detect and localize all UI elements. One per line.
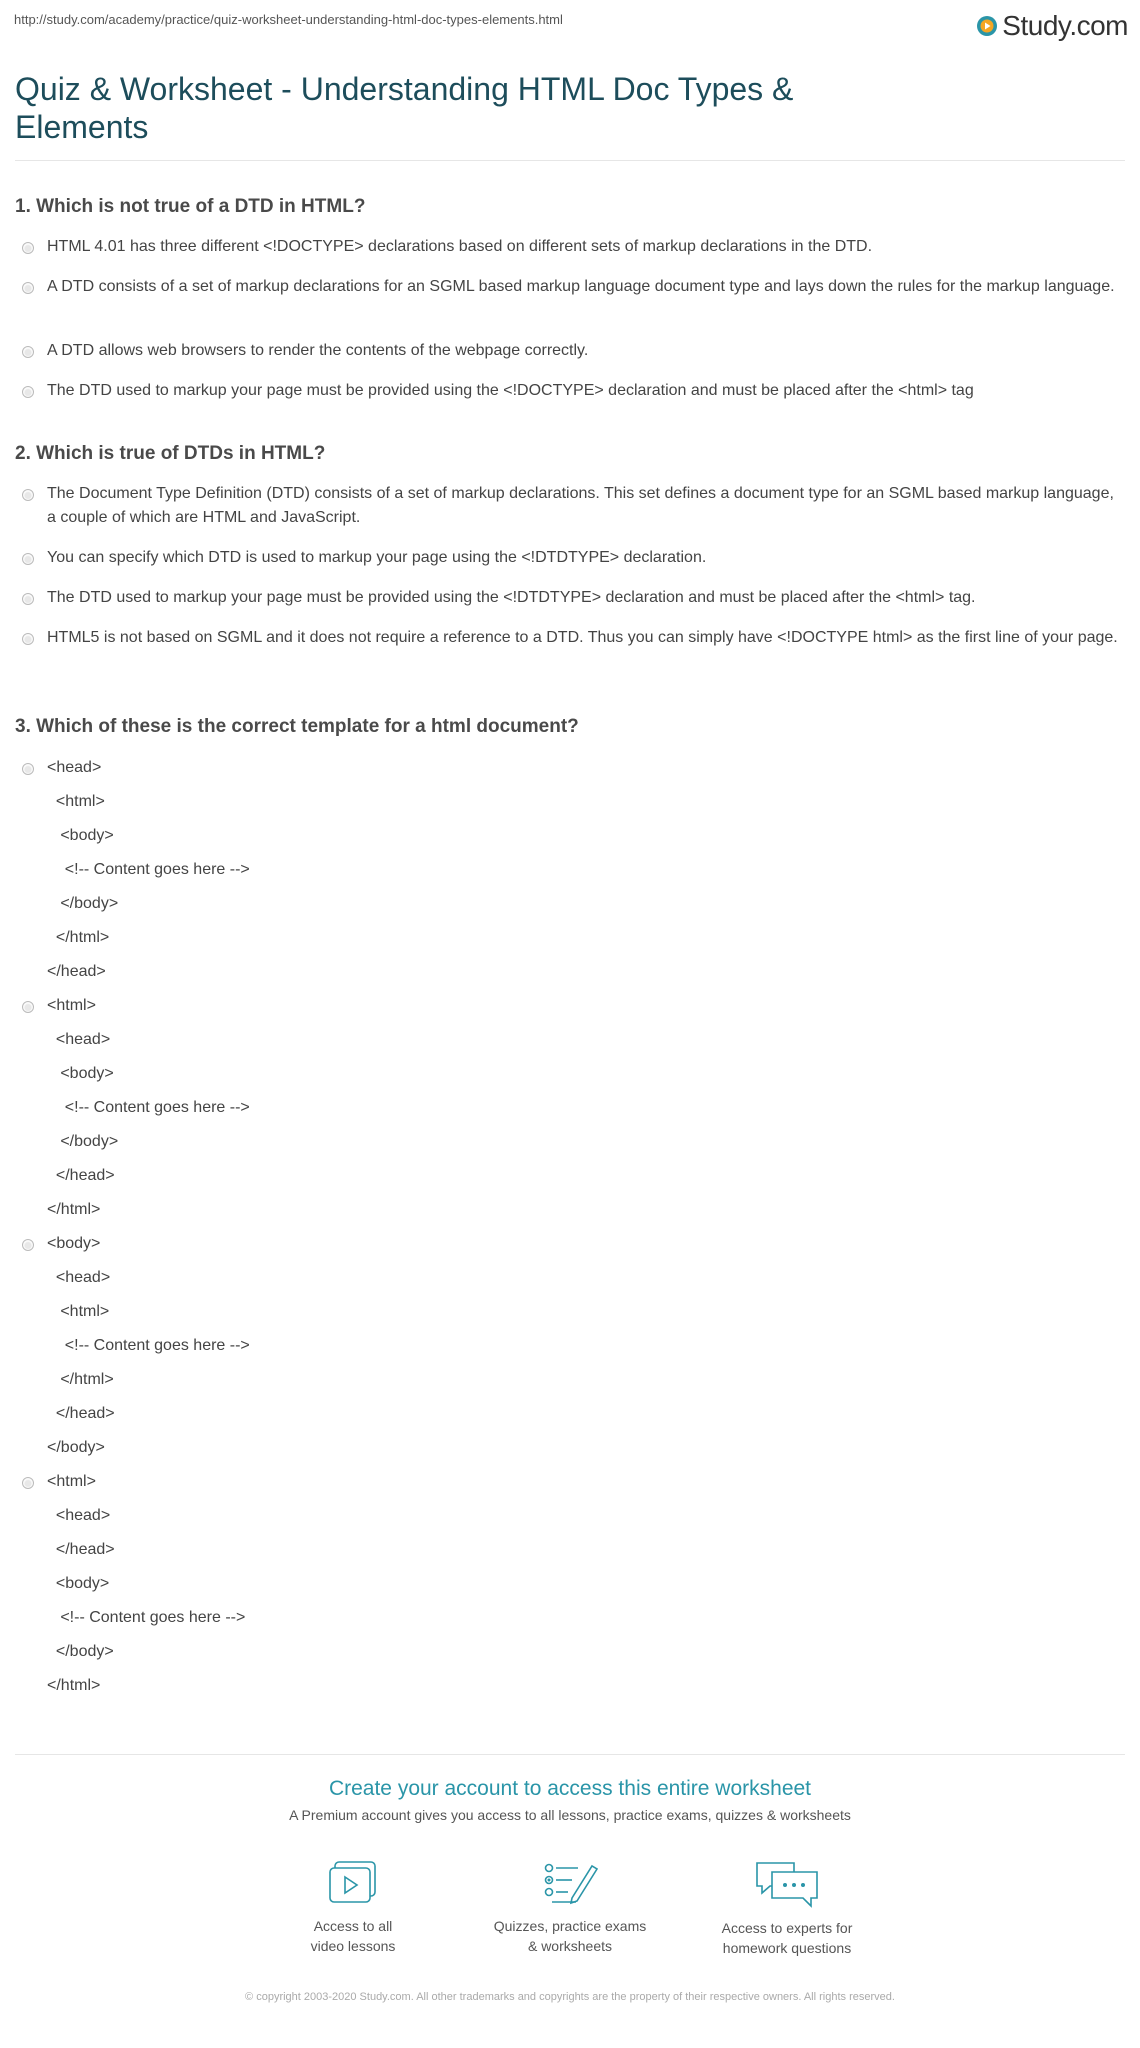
feature-quizzes — [470, 1860, 670, 1956]
answer-option[interactable]: A DTD consists of a set of markup declarations for an SGML based markup language document type and lays down the rules for the markup language. — [15, 275, 1125, 339]
study-logo[interactable] — [976, 10, 1128, 42]
radio-button[interactable] — [22, 386, 34, 398]
radio-button[interactable] — [22, 489, 34, 501]
code-line: <head> — [47, 1031, 111, 1048]
code-line: <body> — [47, 1235, 101, 1252]
radio-button[interactable] — [22, 633, 34, 645]
code-line: </head> — [47, 1405, 115, 1422]
code-line: <html> — [47, 1303, 110, 1320]
answer-option[interactable]: You can specify which DTD is used to markup your page using the <!DTDTYPE> declaration. — [15, 546, 1125, 586]
video-lessons-icon — [327, 1860, 379, 1906]
code-line: <!-- Content goes here --> — [47, 1099, 250, 1116]
code-line: <head> — [47, 1269, 111, 1286]
answer-option[interactable] — [15, 1232, 1125, 1470]
chat-experts-icon — [754, 1860, 820, 1908]
feature-line: Quizzes, practice exams — [493, 1918, 647, 1934]
code-line: <head> — [47, 759, 102, 776]
question-1 — [15, 195, 1125, 419]
radio-button[interactable] — [22, 346, 34, 358]
copyright-text: © copyright 2003-2020 Study.com. All other trademarks and copyrights are the property of their respective owners. All rights reserved. — [245, 1991, 895, 2003]
question-title: 3. Which of these is the correct template for a html document? — [15, 716, 579, 737]
code-line: <body> — [47, 1575, 110, 1592]
code-line: </head> — [47, 963, 106, 980]
code-line: </html> — [47, 1677, 101, 1694]
feature-experts — [687, 1860, 887, 1958]
signup-cta — [0, 1777, 1140, 1823]
feature-line: Access to experts for — [721, 1920, 853, 1936]
radio-button[interactable] — [22, 763, 34, 775]
code-line: </body> — [47, 895, 119, 912]
title-divider — [15, 160, 1125, 161]
code-line: <!-- Content goes here --> — [47, 1337, 250, 1354]
quiz-worksheet-icon — [542, 1860, 598, 1906]
study-logo-text: Study.com — [1002, 10, 1128, 41]
question-title: 1. Which is not true of a DTD in HTML? — [15, 196, 366, 217]
radio-button[interactable] — [22, 1001, 34, 1013]
code-line: <head> — [47, 1507, 111, 1524]
code-line: </head> — [47, 1167, 115, 1184]
radio-button[interactable] — [22, 593, 34, 605]
code-line: </body> — [47, 1439, 105, 1456]
code-line: <!-- Content goes here --> — [47, 1609, 246, 1626]
question-2 — [15, 442, 1125, 690]
answer-option[interactable]: The DTD used to markup your page must be provided using the <!DOCTYPE> declaration and must be placed after the <html> tag — [15, 379, 1125, 419]
code-line: </html> — [47, 1201, 101, 1218]
cta-divider — [15, 1754, 1125, 1755]
answer-option[interactable] — [15, 1470, 1125, 1708]
page-title: Quiz & Worksheet - Understanding HTML Doc Types & Elements — [15, 71, 794, 145]
code-line: <html> — [47, 1473, 96, 1490]
answer-option[interactable]: The Document Type Definition (DTD) consists of a set of markup declarations. This set defines a document type for an SGML based markup language, a couple of which are HTML and JavaScript. — [15, 482, 1125, 546]
study-logo-icon — [976, 15, 998, 37]
feature-line: Access to all — [313, 1918, 393, 1934]
radio-button[interactable] — [22, 242, 34, 254]
code-line: </head> — [47, 1541, 115, 1558]
question-3 — [15, 715, 1125, 1708]
cta-subtitle: A Premium account gives you access to all lessons, practice exams, quizzes & worksheets — [289, 1807, 851, 1823]
feature-line: video lessons — [310, 1938, 396, 1954]
code-line: </body> — [47, 1133, 119, 1150]
feature-line: & worksheets — [527, 1938, 613, 1954]
radio-button[interactable] — [22, 1477, 34, 1489]
code-line: </html> — [47, 929, 110, 946]
answer-option[interactable]: HTML5 is not based on SGML and it does not require a reference to a DTD. Thus you can simply have <!DOCTYPE html> as the first line of your page. — [15, 626, 1125, 690]
code-line: <html> — [47, 997, 96, 1014]
question-title: 2. Which is true of DTDs in HTML? — [15, 443, 326, 464]
answer-option[interactable]: The DTD used to markup your page must be provided using the <!DTDTYPE> declaration and must be placed after the <html> tag. — [15, 586, 1125, 626]
answer-option[interactable] — [15, 994, 1125, 1232]
radio-button[interactable] — [22, 553, 34, 565]
answer-option[interactable] — [15, 756, 1125, 994]
code-line: <html> — [47, 793, 105, 810]
code-line: <body> — [47, 1065, 114, 1082]
answer-option[interactable]: HTML 4.01 has three different <!DOCTYPE> declarations based on different sets of markup declarations in the DTD. — [15, 235, 1125, 275]
page-url: http://study.com/academy/practice/quiz-worksheet-understanding-html-doc-types-elements.html — [14, 12, 563, 27]
radio-button[interactable] — [22, 282, 34, 294]
feature-video-lessons — [253, 1860, 453, 1956]
code-line: </body> — [47, 1643, 114, 1660]
code-line: <!-- Content goes here --> — [47, 861, 250, 878]
feature-line: homework questions — [722, 1940, 852, 1956]
code-line: </html> — [47, 1371, 114, 1388]
radio-button[interactable] — [22, 1239, 34, 1251]
answer-option[interactable]: A DTD allows web browsers to render the contents of the webpage correctly. — [15, 339, 1125, 379]
cta-title[interactable]: Create your account to access this entire worksheet — [328, 1777, 812, 1800]
code-line: <body> — [47, 827, 114, 844]
